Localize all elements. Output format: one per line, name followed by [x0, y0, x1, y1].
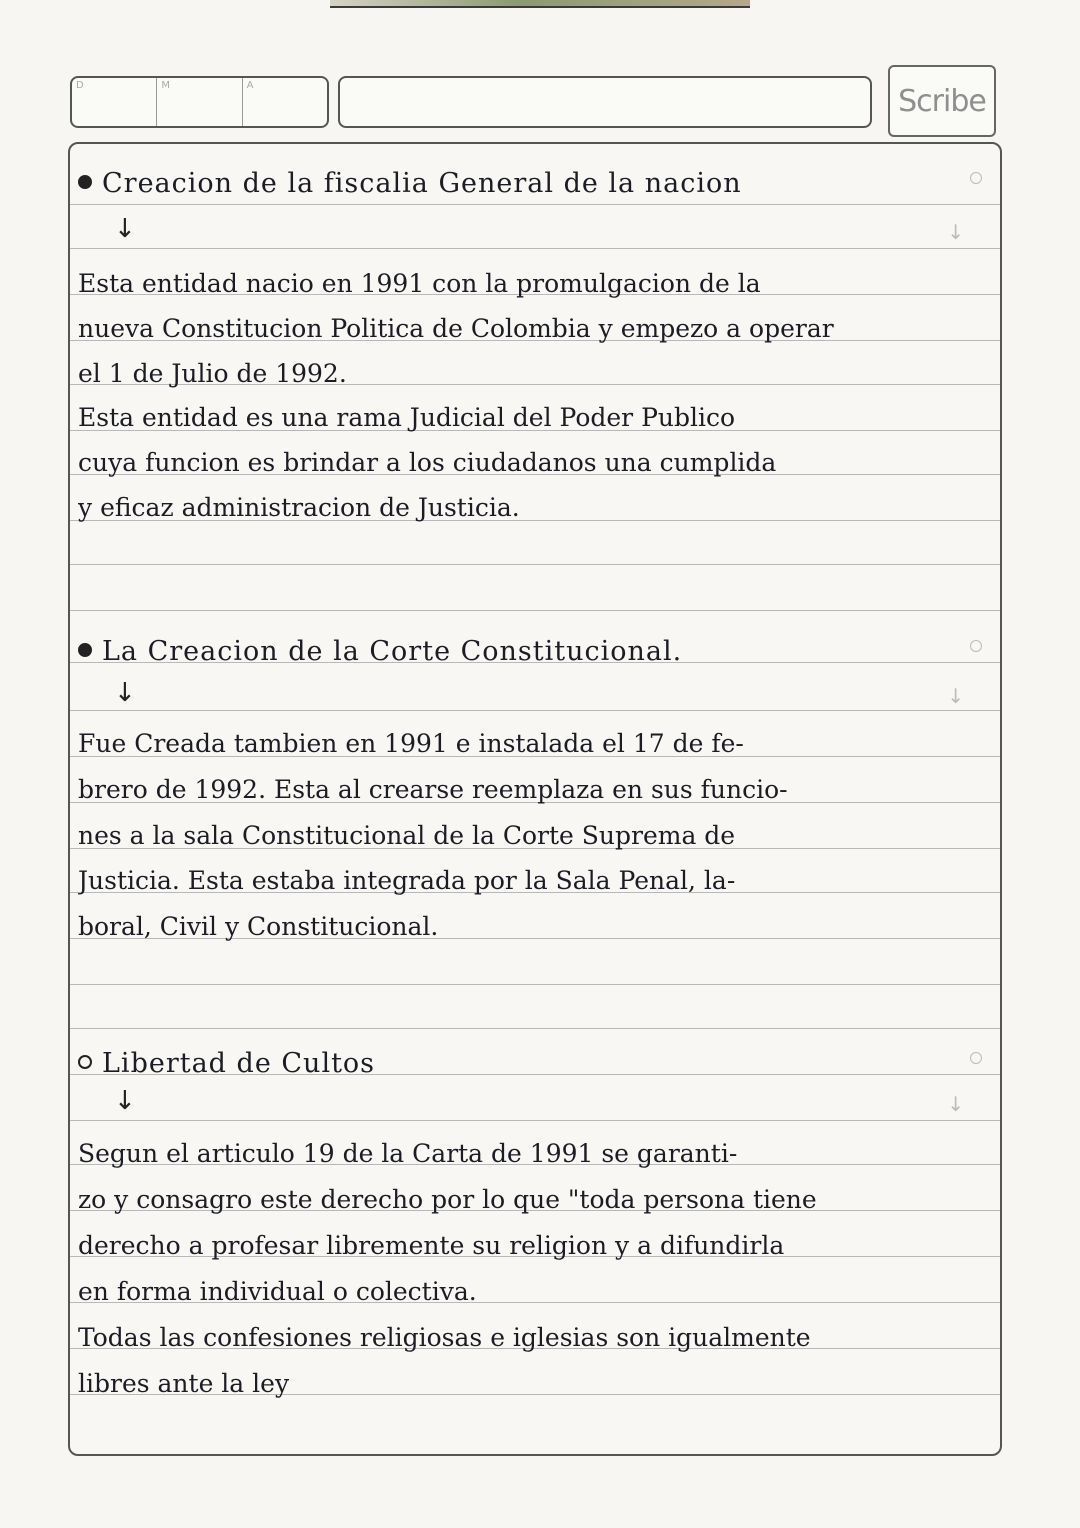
- arrow-down-icon: ↓: [114, 214, 136, 244]
- bullet-icon: [78, 643, 92, 657]
- body-line: Todas las confesiones religiosas e iglesias son igualmente: [78, 1323, 811, 1352]
- section-heading: [78, 630, 993, 674]
- body-line: nueva Constitucion Politica de Colombia y empezo a operar: [78, 314, 834, 343]
- brand-logo: Scribe: [888, 65, 996, 137]
- circle-mark-icon: [970, 1052, 982, 1064]
- circle-mark-icon: [970, 172, 982, 184]
- body-line: Fue Creada tambien en 1991 e instalada el 17 de fe-: [78, 729, 744, 758]
- body-line: y eficaz administracion de Justicia.: [78, 493, 520, 522]
- ruled-line: [70, 710, 1000, 711]
- body-line: Segun el articulo 19 de la Carta de 1991 se garanti-: [78, 1139, 738, 1168]
- body-line: boral, Civil y Constitucional.: [78, 912, 439, 941]
- title-box: [338, 76, 872, 128]
- section-2-heading: La Creacion de la Corte Constitucional.: [102, 636, 683, 667]
- bullet-icon: [78, 175, 92, 189]
- arrow-down-icon: ↓: [114, 1086, 136, 1116]
- arrow-down-icon: ↓: [114, 678, 136, 708]
- body-line: en forma individual o colectiva.: [78, 1277, 477, 1306]
- section-heading: [78, 1042, 993, 1086]
- body-line: Justicia. Esta estaba integrada por la Sala Penal, la-: [78, 866, 736, 895]
- body-line: el 1 de Julio de 1992.: [78, 359, 347, 388]
- body-line: nes a la sala Constitucional de la Corte Suprema de: [78, 821, 736, 850]
- body-line: derecho a profesar libremente su religion y a difundirla: [78, 1231, 785, 1260]
- body-line: zo y consagro este derecho por lo que "toda persona tiene: [78, 1185, 817, 1214]
- section-1-heading: Creacion de la fiscalia General de la nacion: [102, 168, 742, 199]
- date-year-label: A: [246, 80, 254, 91]
- date-month-label: M: [161, 80, 170, 91]
- date-day-label: D: [76, 80, 84, 91]
- body-line: Esta entidad nacio en 1991 con la promulgacion de la: [78, 269, 761, 298]
- date-box: [70, 76, 329, 128]
- ruled-line: [70, 610, 1000, 611]
- date-day-cell: [72, 78, 157, 126]
- section-heading: [78, 162, 993, 206]
- body-line: brero de 1992. Esta al crearse reemplaza en sus funcio-: [78, 775, 788, 804]
- ruled-line: [70, 1028, 1000, 1029]
- ruled-line: [70, 564, 1000, 565]
- ruled-line: [70, 984, 1000, 985]
- circle-mark-icon: [970, 640, 982, 652]
- notebook-sheet: [68, 142, 1002, 1456]
- body-line: libres ante la ley: [78, 1369, 290, 1398]
- arrow-down-icon: ↓: [947, 220, 964, 244]
- date-year-cell: [243, 78, 327, 126]
- bullet-icon: [78, 1055, 92, 1069]
- ruled-line: [70, 248, 1000, 249]
- date-month-cell: [157, 78, 242, 126]
- body-line: Esta entidad es una rama Judicial del Poder Publico: [78, 403, 736, 432]
- arrow-down-icon: ↓: [947, 1092, 964, 1116]
- section-3-heading: Libertad de Cultos: [102, 1048, 376, 1079]
- body-line: cuya funcion es brindar a los ciudadanos una cumplida: [78, 448, 777, 477]
- arrow-down-icon: ↓: [947, 684, 964, 708]
- ruled-line: [70, 1120, 1000, 1121]
- top-edge-line: [330, 6, 750, 8]
